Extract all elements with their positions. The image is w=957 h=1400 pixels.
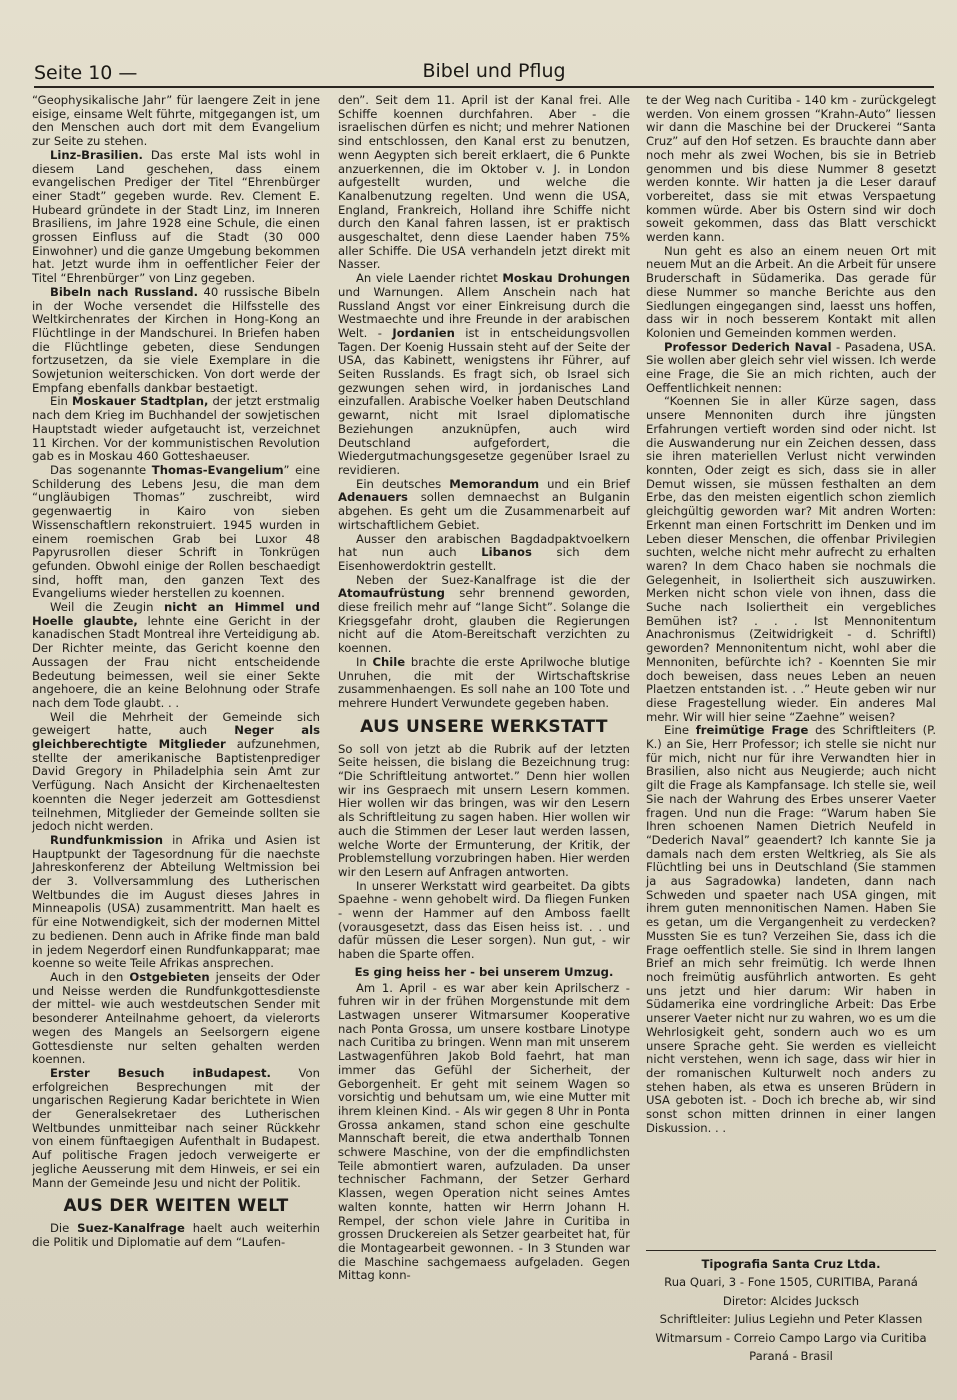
editor-question [646, 724, 936, 1135]
news-item-text: 40 russische Bibeln in der Woche versendet die Hilfsstelle des Weltkirchenrates der Kirchen in Hong-Kong an Flüchtlinge in der Mandschurei. In Briefen haben die Flüchtlinge gebeten, diese Sendungen fortzusetzen, da sie viele Exemplare in die Sowjetunion weiterschicken. Von dort werde der Empfang ebenfalls dankbar bestaetigt. [32, 284, 320, 395]
news-item-text: haelt auch weiterhin die Politik und Diplomatie auf dem “Laufen- [32, 1221, 320, 1249]
sub-heading-move: Es ging heiss her - bei unserem Umzug. [354, 964, 614, 979]
news-item-lead: Thomas-Evangelium [151, 462, 284, 477]
news-item-text: brachte die erste Aprilwoche blutige Unruhen, die mit der Wirtschaftskrise zusammenhaengen. Es soll nahe an 100 Tote und mehrere Hundert Verwundete gegeben haben. [338, 654, 630, 710]
article-paragraph: Am 1. April - es war aber kein Aprilscherz - fuhren wir in der frühen Morgenstunde mit dem Lastwagen unserer Witmarsumer Kooperative nach Ponta Grossa, um unsere kostbare Linotype nach Curitiba zu bringen. Wenn man mit unserem Lastwagenführen Jakob Bold faehrt, hat man immer das Gefühl der Sicherheit, der Geborgenheit. Er geht mit seinem Wagen so vorsichtig und behutsam um, wie eine Mutter mit ihrem kleinen Kind. - Als wir gegen 8 Uhr in Ponta Grossa ankamen, stand schon eine geschulte Mannschaft bereit, die etwa anderthalb Tonnen schwere Maschine, von der die empfindlichsten Teile abmontiert waren, aufzuladen. Da unser technischer Fachmann, der Setzer Gerhard Klassen, wegen Operation nicht seines Amtes walten konnte, hatten wir Herrn Johann H. Rempel, der schon viele Jahre in Curitiba in grossen Druckereien als Setzer gearbeitet hat, für die Montagearbeit gewonnen. - In 3 Stunden war die Maschine sachgemaess aufgeladen. Gegen Mittag konn- [338, 980, 630, 1283]
news-item-lead: Adenauers [338, 490, 408, 505]
news-item-moscow-threats [338, 272, 630, 478]
column-1 [32, 94, 320, 1250]
news-item-text: der jetzt erstmalig nach dem Krieg im Buchhandel der sowjetischen Hauptstadt wieder aufgetaucht ist, verzeichnet 11 Kirchen. Vor der kommunistischen Revolution gab es in Moskau 460 Gotteshaeuser. [32, 394, 321, 464]
news-item-pre: Weil die Zeugin [50, 600, 164, 615]
news-item-lead: Bibeln nach Russland. [50, 284, 198, 299]
imprint-location: Witmarsum - Correio Campo Largo via Curitiba [655, 1330, 927, 1345]
news-item-pre: Neben der Suez-Kanalfrage ist die der [356, 572, 630, 587]
news-item-lead: Erster Besuch inBudapest. [50, 1065, 271, 1080]
column-3 [646, 94, 936, 1135]
printer-name: Tipografia Santa Cruz Ltda. [701, 1257, 881, 1271]
publication-title: Bibel und Pflug [422, 60, 566, 82]
news-item-thomas-gospel [32, 464, 320, 601]
news-item-pre: Eine [664, 723, 696, 738]
quoted-letter: “Koennen Sie in aller Kürze sagen, dass unsere Mennoniten durch ihre jüngsten Erfahrungen vertieft worden sind oder nicht. Ist die Auswanderung nur ein Zeichen dessen, dass sie ihren materiellen Verlust nicht verwinden konnten, Oder zeigt es sich, dass sie in aller Demut wissen, sie müssen festhalten an dem Erbe, das den meisten eigentlich schon ziemlich gleichgültig geworden war? Mit andren Worten: Erkennt man einen Fortschritt im Denken und im Leben dieser Menschen, die offenbar Privilegien suchten, welche nicht mehr aufrecht zu erhalten waren? In dem Chaco haben sie nochmals die Gelegenheit, in Isoliertheit sich auszuwirken. Merken nicht schon viele von ihnen, dass die Suche nach Isoliertheit ein vergebliches Bemühen ist? . . . Ist Mennonitentum Anachronismus (Zeitwidrigkeit - d. Schriftl) geworden? Mennonitentum nicht, wohl aber die Mennoniten, befürchte ich? - Koennten Sie mir doch beweisen, dass neues Leben an neuen Plaetzen entstanden ist. . .” Heute geben wir nur diese Fragestellung wieder. Ein anderes Mal mehr. Wir will hier seine “Zaehne” weisen? [646, 394, 936, 724]
news-item-lead: Linz-Brasilien. [50, 147, 143, 162]
article-paragraph: Nun geht es also an einem neuen Ort mit neuem Mut an die Arbeit. An die Arbeit für unsere Bruderschaft in Südamerika. Das gerade für diese Nummer so manche Berichte aus den Siedlungen eingegangen sind, laesst uns hoffen, dass wir in noch besserem Kontakt mit allen Kolonien und Gemeinden kommen werden. [646, 243, 936, 340]
news-item-text: sehr brennend geworden, diese freilich mehr auf “lange Sicht”. Solange die Kriegsgefahr droht, glauben die Regierungen nicht auf die Atom-Bereitschaft verzichten zu koennen. [338, 586, 630, 656]
news-item-lead: Neger als gleichberechtigte Mitglieder [32, 723, 320, 752]
news-item-pre: Ein deutsches [356, 476, 450, 491]
section-heading-workshop: AUS UNSERE WERKSTATT [360, 716, 608, 737]
news-item-text: sich dem Eisenhowerdoktrin gestellt. [338, 545, 631, 573]
news-item-lead: Ostgebieten [129, 970, 210, 984]
news-item-text: - Pasadena, USA. Sie wollen aber gleich sehr viel wissen. Ich werde eine Frage, die Sie an mich richten, auch der Oeffentlichkeit nennen: [646, 339, 937, 395]
news-item-lead: Atomaufrüstung [338, 586, 445, 601]
news-item-pre: Das sogenannte [50, 462, 152, 477]
news-item-pre: In [356, 654, 373, 669]
news-item-east-regions [32, 971, 320, 1067]
article-paragraph: te der Weg nach Curitiba - 140 km - zurückgelegt werden. Von einem grossen “Krahn-Auto” liessen wir dann die Maschine bei der Druckerei “Santa Cruz” auf den Hof setzen. Es brauchte dann aber noch mehr als zwei Wochen, bis sie in Betrieb genommen und bis diese Nummer 8 gesetzt werden konnte. Wir hatten ja die Leser darauf vorbereitet, dass sie mit etwas Verspaetung kommen würde. Aber bis Ostern sind wir doch soweit gekommen, dass das Blatt verschickt werden kann. [646, 93, 936, 245]
news-item-pre: Die [50, 1221, 78, 1236]
news-item-pre: Ein [50, 394, 72, 409]
news-item-lead: Memorandum [449, 476, 540, 491]
letter-professor [646, 341, 936, 396]
news-item-congregation [32, 711, 320, 834]
imprint-box [646, 1250, 936, 1365]
news-item-memorandum [338, 478, 630, 533]
news-item-suez [32, 1222, 320, 1249]
news-item-text: aufzunehmen, stellte der amerikanische Baptistenprediger David Gregory in Philadelphia sein Amt zur Verfügung. Nach Ansicht der Kirchenaeltesten koennten die Neger jederzeit am Gottesdienst teilnehmen, Mitglieder der Gemeinde sollten sie jedoch nicht werden. [32, 737, 320, 834]
news-item-text: ist in entscheidungsvollen Tagen. Der Koenig Hussain steht auf der Seite der USA, das Kabinett, wenigstens ihr Führer, auf Seiten Russlands. Es fragt sich, ob Israel sich gezwungen sehen wird, in jordanisches Land einzufallen. Arabische Voelker haben Deutschland gewarnt, nicht mit Israel diplomatische Beziehungen anzuknüpfen, auch wird Deutschland aufgefordert, die Wiedergutmachungsgesetze gegenüber Israel zu revidieren. [338, 325, 630, 477]
news-item-moscow-map [32, 395, 320, 464]
imprint-state: Paraná - Brasil [749, 1349, 833, 1364]
news-item-lead: Libanos [481, 545, 532, 560]
news-item-lead: freimütige Frage [695, 723, 809, 738]
news-item-pre: Auch in den [50, 970, 130, 984]
news-item-pre: An viele Laender richtet [356, 271, 503, 286]
page-header [34, 58, 934, 88]
news-item-lead: nicht an Himmel und Hoelle glaubte, [32, 600, 320, 628]
news-item-chile [338, 656, 630, 711]
news-item-lead: Jordanien [392, 325, 455, 340]
news-item-text: sollen demnaechst an Bulganin abgehen. Es geht um die Zusammenarbeit auf wirtschaftlichem Gebiet. [338, 490, 630, 532]
article-paragraph: den”. Seit dem 11. April ist der Kanal frei. Alle Schiffe koennen durchfahren. Aber - die israelischen dürfen es nicht; und mehrer Nationen sind entschlossen, den Kanal erst zu benutzen, wenn Aegypten sich bereit erklaert, die 6 Punkte anzuerkennen, die im Oktober v. J. in London aufgestellt wurden, und welche die Kanalbenutzung regelten. Und wenn die USA, England, Frankreich, Holland ihre Schiffe nicht durch den Kanal fahren lassen, ist er praktisch ausgeschaltet, denn diese Laender haben 75% aller Schiffe. Die USA verhandeln jetzt direkt mit Nasser. [338, 93, 630, 272]
news-item-text: in Afrika und Asien ist Hauptpunkt der Tagesordnung für die naechste Jahreskonferenz der Abteilung Weltmission bei der 3. Vollversammlung des Lutherischen Weltbundes die im August dieses Jahres in Minneapolis (USA) zusammentritt. Man haelt es für eine Notwendigkeit, sich der modernen Mittel zu bedienen. Denn auch in Afrike finde man bald in jedem Negerdorf einen Rundfunkapparat; mae koenne so weite Teile Afrikas ansprechen. [32, 832, 320, 971]
article-paragraph: So soll von jetzt ab die Rubrik auf der letzten Seite heissen, die bislang die Bezeichnung trug: “Die Schriftleitung antwortet.” Denn hier wollen wir ins Gespraech mit unsern Lesern kommen. Hier wollen wir das bringen, was wir den Lesern als Schriftleitung zu sagen haben. Hier wollen wir auch die Stimmen der Leser laut werden lassen, welche Worte der Ermunterung, der Kritik, der Problemstellung vorzubringen haben. Hier werden wir den Lesern auf Anfragen antworten. [338, 741, 630, 879]
news-item-lead: Rundfunkmission [50, 832, 164, 847]
imprint-printer [646, 1255, 936, 1273]
news-item-atom [338, 574, 630, 656]
news-item-lead: Chile [372, 654, 406, 669]
news-item-pre: Ausser den arabischen Bagdadpaktvoelkern hat nun auch [338, 531, 630, 560]
news-item-lead: Suez-Kanalfrage [77, 1221, 185, 1236]
news-item-radio-mission [32, 834, 320, 971]
news-item-text: lehnte eine Gericht in der kanadischen Stadt Montreal ihre Verteidigung ab. Der Richter meinte, das Gericht koenne den Aussagen der Frau nicht entscheidende Bedeutung beimessen, weil sie einer Sekte angehoere, die an keine Belohnung oder Strafe nach dem Tode glaubt. . . [32, 613, 320, 710]
news-item-text: ” eine Schilderung des Lebens Jesu, die man dem “ungläubigen Thomas” zuschreibt, wird gegenwaertig in Kairo von sieben Wissenschaftlern rekonstruiert. 1945 wurden in einem roemischen Grab bei Luxor 48 Papyrusrollen dieser Schrift in Tonkrügen gefunden. Obwohl einige der Rollen beschaedigt sind, hofft man, den ganzen Text des Evangeliums wieder herstellen zu koennen. [32, 462, 320, 601]
imprint-address: Rua Quari, 3 - Fone 1505, CURITIBA, Paraná [664, 1275, 918, 1290]
section-heading-world: AUS DER WEITEN WELT [63, 1196, 289, 1217]
column-2 [338, 94, 630, 1283]
article-paragraph: “Geophysikalische Jahr” für laengere Zeit in jene eisige, einsame Welt führte, mitgegangen ist, um den Menschen auch dort mit dem Evangelium zur Seite zu stehen. [32, 93, 320, 149]
news-item-pre: Weil die Mehrheit der Gemeinde sich geweigert hatte, auch [32, 709, 320, 738]
news-item-budapest [32, 1067, 320, 1190]
page-number: Seite 10 — [34, 62, 138, 84]
news-item-text: Das erste Mal ists wohl in diesem Land geschehen, dass einem evangelischen Prediger der Titel “Ehrenbürger einer Stadt” gegeben wurde. Rev. Clement E. Hubeard gründete in der Stadt Linz, im Inneren Brasiliens, im Jahre 1928 eine Schule, die einen grossen Einfluss auf die Stadt (30 000 Einwohner) und die ganze Umgebung bekommen hat. Jetzt wurde ihm in oeffentlicher Feier der Titel “Ehrenbürger” von Linz gegeben. [32, 147, 320, 286]
news-item-linz [32, 149, 320, 286]
news-item-text: und ein Brief [539, 476, 630, 491]
news-item-lead: Moskauer Stadtplan, [71, 394, 209, 409]
article-paragraph: In unserer Werkstatt wird gearbeitet. Da gibts Spaehne - wenn gehobelt wird. Da fliegen Funken - wenn der Hammer auf den Amboss faellt (vorausgesetzt, dass das Eisen heiss ist. . . und dafür müssen die Leser sorgen). Nun gut, - wir haben die Sparte offen. [338, 878, 630, 962]
imprint-editors: Schriftleiter: Julius Legiehn und Peter Klassen [659, 1312, 923, 1327]
news-item-text: Von erfolgreichen Besprechungen mit der ungarischen Regierung Kadar berichtete in Wien der Generalsekretaer des Lutherischen Weltbundes unmitteibar nach seiner Rückkehr von einem fünftaegigen Aufenthalt in Budapest. Auf politische Fragen jedoch verweigerte er jegliche Aeusserung mit dem Hinweis, er sei ein Mann der Gemeinde Jesu und nicht der Politik. [32, 1065, 320, 1190]
imprint-director: Diretor: Alcides Jucksch [722, 1293, 860, 1308]
news-item-text: jenseits der Oder und Neisse werden die Rundfunkgottesdienste der mittel- wie auch westdeutschen Sender mit besonderer Anteilnahme gehoert, da vielerorts wegen des Mangels an Seelsorgern eigene Gottesdienste nur selten gehalten werden koennen. [32, 970, 320, 1067]
news-item-lead: Moskau Drohungen [502, 271, 630, 286]
news-item-lebanon [338, 533, 630, 574]
news-item-bibles-russia [32, 286, 320, 396]
news-item-text: und Warnungen. Allem Anschein nach hat Russland Angst vor einer Einkreisung durch die Westmaechte und ihre Freunde in der arabischen Welt. - [338, 284, 630, 340]
news-item-text: des Schriftleiters (P. K.) an Sie, Herr Professor; ich stelle sie nicht nur für mich, nicht nur für ihre Verwandten hier in Brasilien, also nicht aus Neugierde; auch nicht gilt die Frage als Kampfansage. Ich stelle sie, weil Sie nach der Wahrung des Erbes unserer Vaeter fragen. Und nun die Frage: “Warum haben Sie Ihren schoenen Namen Dietrich Neufeld in “Dederich Naval” geaendert? Ich kannte Sie ja damals nach dem ersten Weltkrieg, als Sie als Flüchtling bei uns in Deutschland (Sie stammen ja aus Sagradowka) landeten, dann nach Schweden und spaeter nach USA gingen, mit ihrem guten mennonitischen Namen. Haben Sie es getan, um die Vergangenheit zu verdecken? Mussten Sie es tun? Verzeihen Sie, dass ich die Frage oeffentlich stelle. Sie sind in Ihrem langen Brief an mich sehr freimütig. Ich werde Ihnen noch freimütig ausführlich antworten. Es geht uns jetzt und hier darum: Wir haben in Südamerika eine vordringliche Arbeit: Das Erbe unserer Vaeter nicht nur zu wahren, wo es um die Wehrlosigkeit geht, sondern auch wo es um unsere Sprache geht. Sie werden es vielleicht nicht verstehen, wenn ich sage, dass wir hier in der romanischen Kulturwelt noch anders zu stehen haben, als etwa es unseren Brüdern in USA geboten ist. - Doch ich breche ab, wir sind sonst schon mitten drinnen in einer langen Diskussion. . . [646, 723, 937, 1135]
news-item-witness [32, 601, 320, 711]
news-item-lead: Professor Dederich Naval [664, 339, 832, 354]
